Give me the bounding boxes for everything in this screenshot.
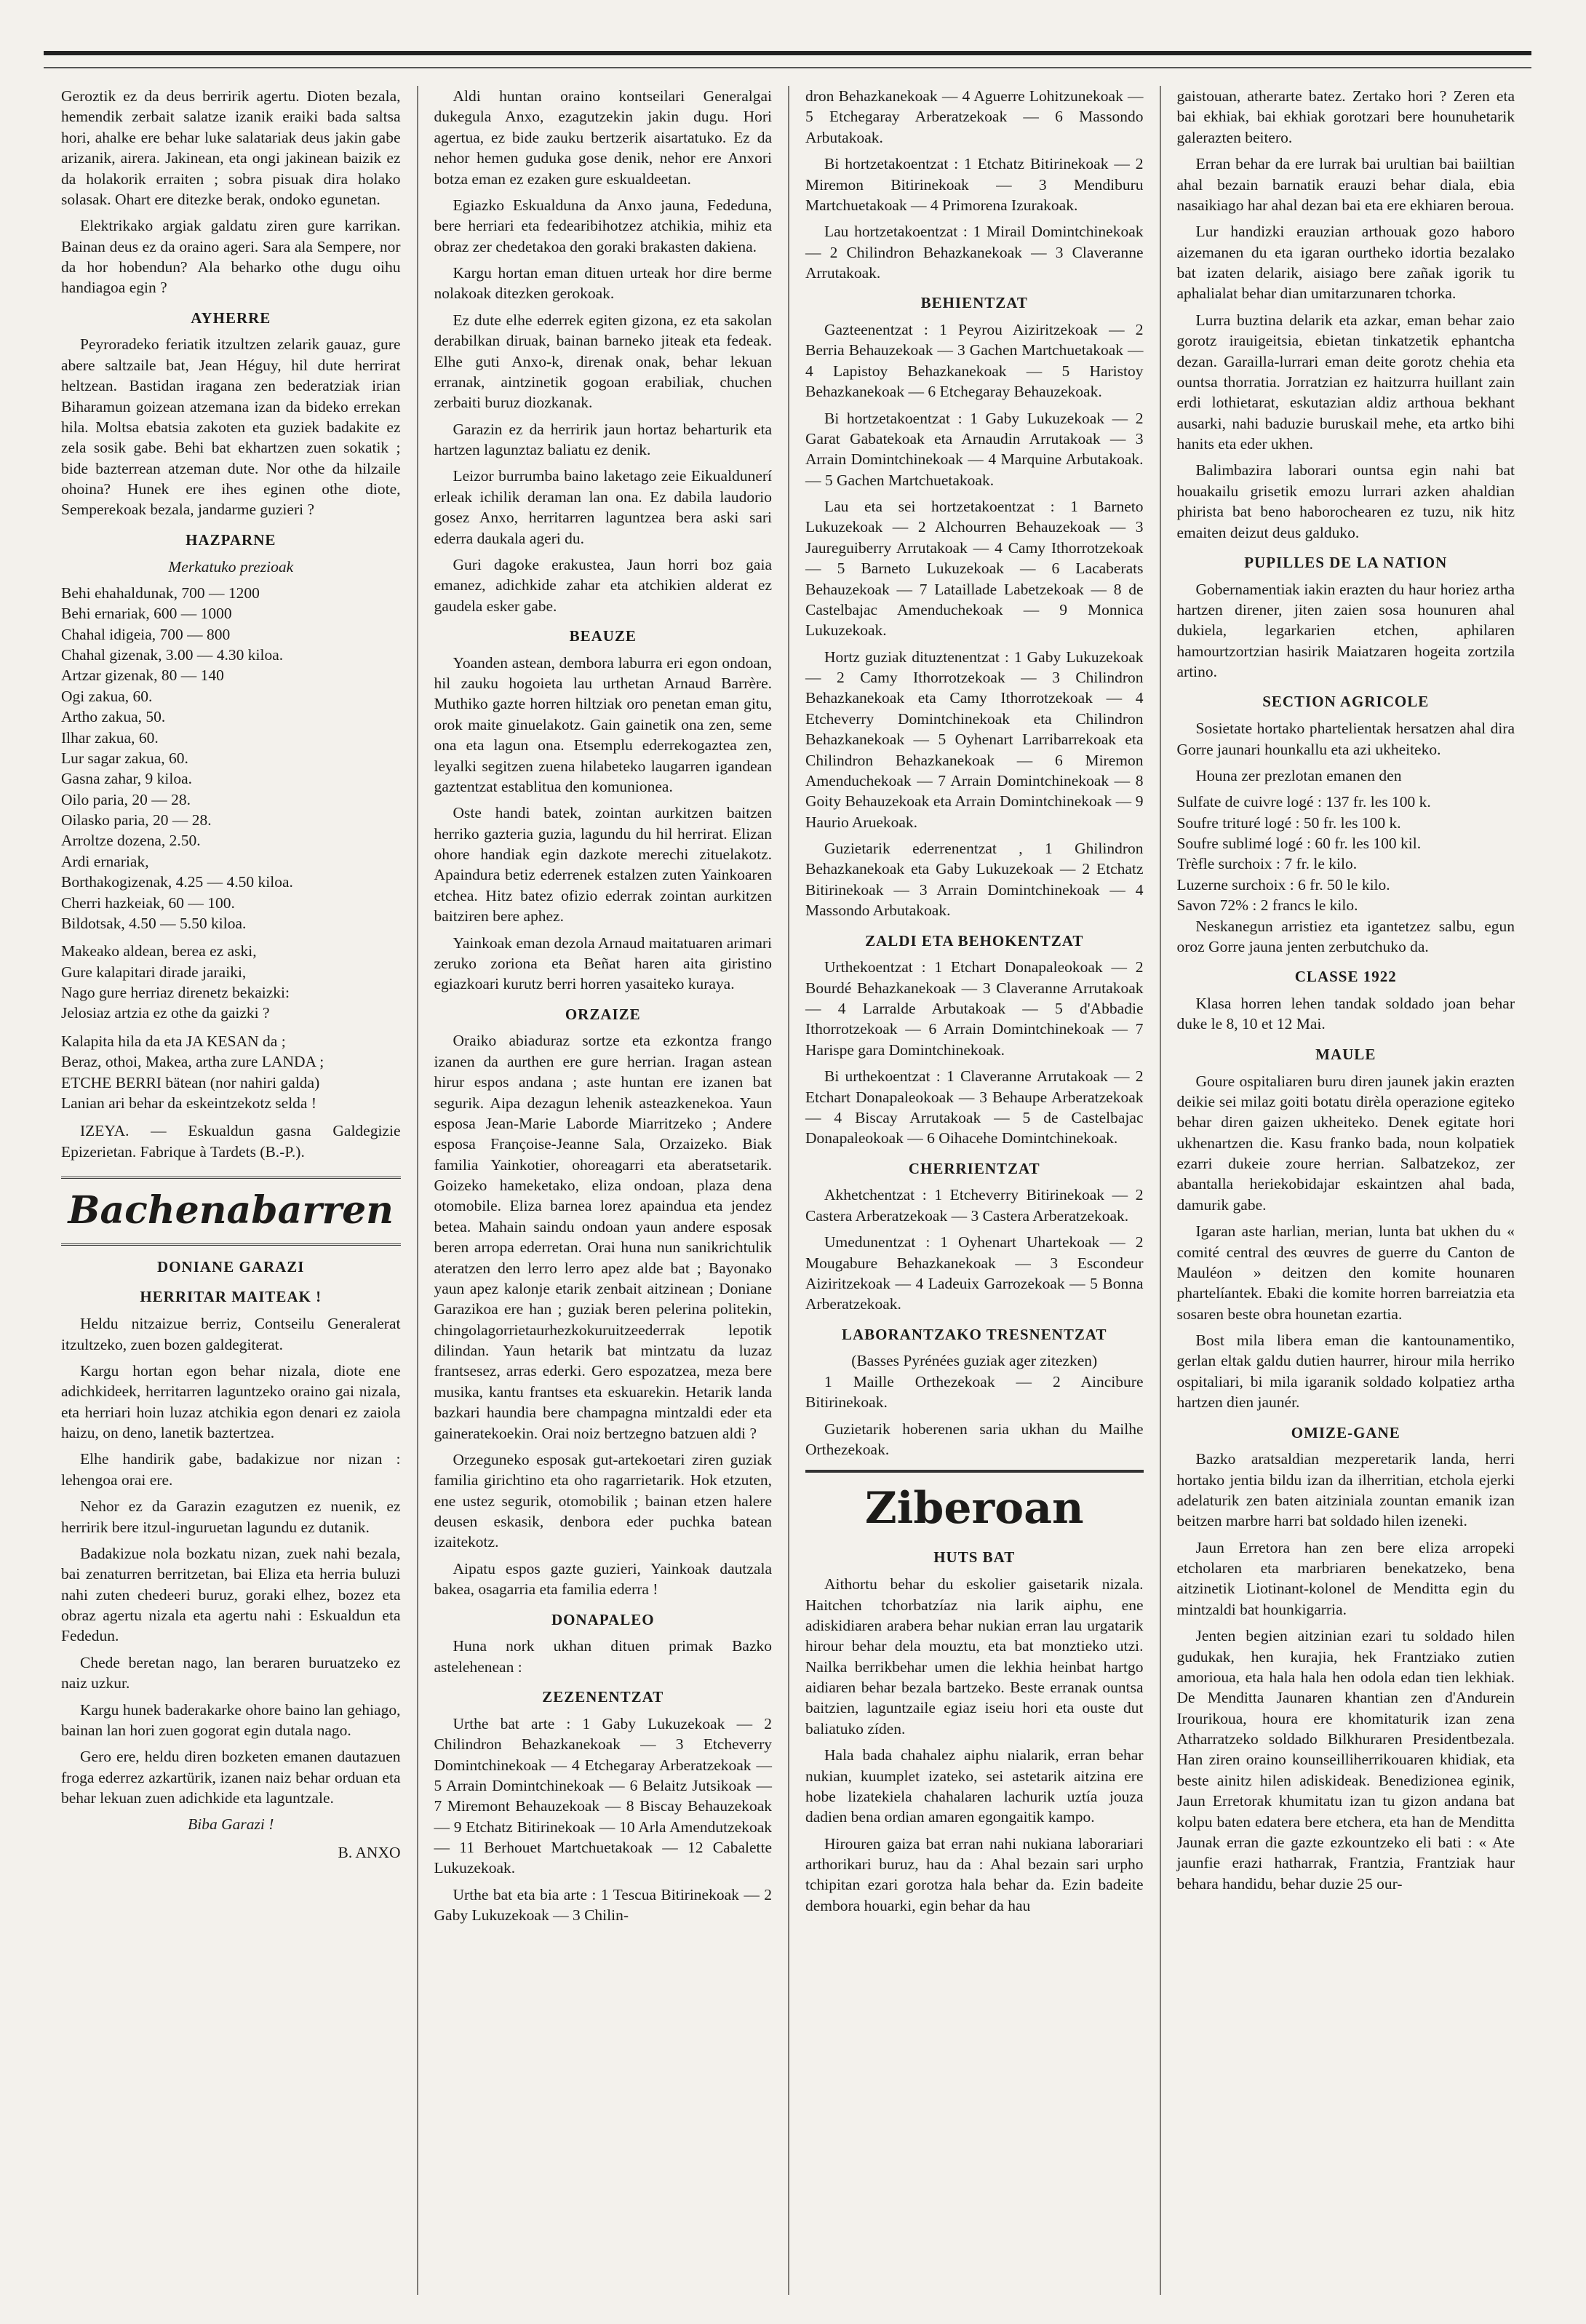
list-item: Lur sagar zakua, 60. [61, 749, 188, 767]
list-item: Chahal gizenak, 3.00 — 4.30 kiloa. [61, 646, 284, 664]
column-4 [1160, 86, 1531, 2295]
paragraph: Houna zer prezlotan emanen den [1195, 766, 1402, 784]
paragraph: Bi urthekoentzat : 1 Claveranne Arrutakoak — 2 Etchart Donapaleokoak — 3 Behaupe Arberatzekoak — 4 Biscay Arrutakoak — 5 de Castelbajac Donapaleokoak — 6 Oihacehe Domintchinekoak. [805, 1067, 1144, 1147]
paragraph: Lur handizki erauzian arthouak gozo haboro aizemanen du eta igaran ourtheko idortia bezalako bat izaten delarik, aisiago bere zañak igorik tu aphalialat behar dian umitarzunaren tchorka. [1176, 223, 1515, 303]
paragraph: Badakizue nola bozkatu nizan, zuek nahi bezala, bai zenaturren berritzetan, bai Eliza eta herria buluzi nahi zuten chedeeri buruz, goraki elhez, bozez eta obraz agertu nizala eta agertu nahi : Eskualdun eta Fededun. [61, 1544, 401, 1645]
paragraph: Igaran aste harlian, merian, lunta bat ukhen du « comité central des œuvres de guerre du Canton de Mauléon » deitzen den komite hounaren phartelíantek. Ebaki die komite horren barreiatzia eta sosaren beste obra hounetan ezartia. [1176, 1222, 1515, 1323]
signature-line: Biba Garazi ! [188, 1815, 274, 1834]
subheading: (Basses Pyrénées guziak ager zitezken) [851, 1352, 1098, 1370]
paragraph: Kargu hortan egon behar nizala, diote ene adichkideek, herritarren laguntzeko oraino gai nizala, eta herriari hoin luzaz atchikia egon denari ez zaiola haizu, on deno, lanetik baztertzea. [61, 1361, 401, 1441]
paragraph: Orzeguneko esposak gut-artekoetari ziren guziak familia girichtino eta oho ragarrietarik. Hok etzuten, ene ustez segurik, otomobilik ; bainan etzen halere deusen eskasik, denbora eder puchka batean izaitekotz. [434, 1450, 772, 1551]
paragraph: Akhetchentzat : 1 Etcheverry Bitirinekoak — 2 Castera Arberatzekoak — 3 Castera Arberatzekoak. [805, 1186, 1144, 1225]
list-item: Artho zakua, 50. [61, 708, 166, 726]
columns [45, 86, 1531, 2295]
paragraph: Urthe bat eta bia arte : 1 Tescua Bitirinekoak — 2 Gaby Lukuzekoak — 3 Chilin- [434, 1885, 772, 1925]
section-heading: ZALDI ETA BEHOKENTZAT [865, 931, 1084, 950]
section-heading: ORZAIZE [565, 1005, 641, 1023]
list-item: Behi ehahaldunak, 700 — 1200 [61, 584, 260, 602]
list-item: Chahal idigeia, 700 — 800 [61, 625, 231, 643]
paragraph: Nehor ez da Garazin ezagutzen ez nuenik, ez herririk bere itzul-inguruetan lagundu ez dutanik. [61, 1497, 401, 1536]
section-heading: AYHERRE [191, 309, 271, 327]
paragraph: Gobernamentiak iakin erazten du haur horiez artha hartzen direner, jiten zaien sosa hounuren ahal dukiela, legarkarien etchen, aphilaren hamourtzortzian hasirik Maiatzaren hogeita zortzila artino. [1176, 580, 1515, 681]
column-2 [417, 86, 789, 2295]
poem-line: ETCHE BERRI bätean (nor nahiri galda) [61, 1073, 320, 1091]
list-item: Soufre sublimé logé : 60 fr. les 100 kil. [1176, 835, 1422, 853]
paragraph: Hala bada chahalez aiphu nialarik, erran behar nukian, kuumplet izateko, sei astetarik aitzina ere hobe lizatekiela chahalaren lachurik uztía jouza dadien bena ordian amaren egongaitik kampo. [805, 1746, 1144, 1826]
paragraph: Hirouren gaiza bat erran nahi nukiana laborariari arthorikari buruz, hau da : Ahal bezain sari urpho tchipitan ezari gorotza hala behar da. Ezin badeite dembora houarki, egin behar da hau [805, 1834, 1144, 1914]
paragraph: Egiazko Eskualduna da Anxo jauna, Fededuna, bere herriari eta fedearibihotzez atchikia, mihiz eta obraz zer chedetakoa den goraki brakasten dakiena. [434, 196, 772, 255]
paragraph: Gero ere, heldu diren bozketen emanen dautazuen froga ederrez azkartürik, izanen naiz behar orduan eta behar lekuan zuen adichkide eta laguntzale. [61, 1748, 401, 1807]
paragraph: Ez dute elhe ederrek egiten gizona, ez eta sakolan derabilkan diruak, bainan barneko jiteak eta fedeak. Elhe guti Anxo-k, direnak onak, behar lekuan erranak, aintzinetik gogoan erabiliak, chuchen zerbaiti buruz diozkanak. [434, 311, 772, 412]
paragraph: Yoanden astean, dembora laburra eri egon ondoan, hil zauku hogoieta lau urthetan Arnaud Barrère. Muthiko gazte horren hiltziak oro penetan eman gitu, orok maite ginuelakotz. Gain gainetik ona zen, seme ona eta lagun ona. Etsemplu ederrekogaztea zen, leyalki segitzen zuena hilabeteko laugarren igandean gaztentzat establitua den komunionea. [434, 653, 772, 795]
paragraph: Guri dagoke erakustea, Jaun horri boz gaia emanez, adichkide zahar eta atchikien alderat ez gaudela esker gabe. [434, 555, 772, 615]
paragraph: Bi hortzetakoentzat : 1 Etchatz Bitirinekoak — 2 Miremon Bitirinekoak — 3 Mendiburu Martchuetakoak — 4 Primorena Izurakoak. [805, 155, 1144, 214]
section-heading: BEAUZE [569, 627, 637, 645]
paragraph: Yainkoak eman dezola Arnaud maitatuaren arimari zeruko zoriona eta Beñat haren aita giristino egiazkoari kurutz berri horren yasaiteko kuraya. [434, 934, 772, 993]
paragraph: Kargu hunek baderakarke ohore baino lan gehiago, bainan lan hori zuen gogorat egin dutala nago. [61, 1700, 401, 1739]
paragraph: Aipatu espos gazte guzieri, Yainkoak dautzala bakea, osagarria eta familia ederra ! [434, 1559, 772, 1599]
paragraph: Elektrikako argiak galdatu ziren gure karrikan. Bainan deus ez da oraino ageri. Sara ala Sempere, nor da hor hobendun? Ala beharko othe dugu oihu handiagoa egin ? [61, 217, 401, 297]
list-item: Artzar gizenak, 80 — 140 [61, 666, 224, 685]
poem-line: Makeako aldean, berea ez aski, [61, 942, 257, 960]
list-item: Oilasko paria, 20 — 28. [61, 811, 212, 829]
list-item: Ardi ernariak, [61, 852, 149, 870]
poem-line: Jelosiaz artzia ez othe da gaizki ? [61, 1004, 270, 1022]
paragraph: Lau hortzetakoentzat : 1 Mirail Domintchinekoak — 2 Chilindron Behazkanekoak — 3 Claveranne Arrutakoak. [805, 223, 1144, 282]
list-item: Cherri hazkeiak, 60 — 100. [61, 894, 235, 912]
section-title: Bachenabarren [61, 1177, 401, 1246]
paragraph: Garazin ez da herririk jaun hortaz beharturik eta hartzen lagunztaz baliatu ez denik. [434, 420, 772, 458]
section-heading: MAULE [1315, 1045, 1376, 1063]
section-heading: DONIANE GARAZI [157, 1257, 305, 1276]
poem-stanza [61, 941, 401, 1024]
paragraph: Huna nork ukhan dituen primak Bazko astelehenean : [434, 1637, 772, 1676]
paragraph: Guzietarik ederrenentzat , 1 Ghilindron Behazkanekoak eta Gaby Lukuzekoak — 2 Etchatz Bitirinekoak — 3 Arrain Domintchinekoak — 4 Massondo Arbutakoak. [805, 840, 1144, 920]
section-heading: DONAPALEO [551, 1610, 655, 1628]
paragraph: Urthekoentzat : 1 Etchart Donapaleokoak — 2 Bourdé Behazkanekoak — 3 Claveranne Arrutakoak — 4 Larralde Arbutakoak — 5 d'Abbadie Ithorrotzekoak — 6 Arrain Domintchinekoak — 7 Harispe gara Domintchinekoak. [805, 958, 1144, 1059]
paragraph: Hortz guziak dituztenentzat : 1 Gaby Lukuzekoak — 2 Camy Ithorrotzekoak — 3 Chilindron Behazkanekoak eta Camy Ithorrotzekoak — 4 Etcheverry Domintchinekoak eta Chilindron Behazkanekoak — 5 Oyhenart Larribarrekoak eta Chilindron Behazkanekoak — 6 Miremon Amenduchekoak — 7 Arrain Domintchinekoak — 8 Goity Behauzekoak eta Arrain Domintchinekoak — 9 Haurio Aruekoak. [805, 648, 1144, 831]
paragraph: Gazteenentzat : 1 Peyrou Aiziritzekoak — 2 Berria Behauzekoak — 3 Gachen Martchuetakoak — 4 Lapistoy Behazkanekoak — 5 Haristoy Behazkanekoak — 6 Etchegaray Behauzekoak. [805, 321, 1144, 401]
section-heading: OMIZE-GANE [1291, 1423, 1400, 1441]
section-heading: ZEZENENTZAT [542, 1688, 664, 1706]
price-list [61, 583, 401, 934]
paragraph: Sosietate hortako phartelientak hersatzen ahal dira Gorre jaunari hounkallu eta azi ukheiteko. [1176, 720, 1515, 758]
list-item: Sulfate de cuivre logé : 137 fr. les 100 k. [1176, 793, 1431, 811]
list-item: Gasna zahar, 9 kiloa. [61, 770, 193, 788]
top-rule [44, 51, 1531, 68]
paragraph: Bi hortzetakoentzat : 1 Gaby Lukuzekoak — 2 Garat Gabatekoak eta Arnaudin Arrutakoak — 3 Arrain Domintchinekoak — 4 Marquine Arbutakoak. — 5 Gachen Martchuetakoak. [805, 409, 1144, 489]
column-3 [788, 86, 1160, 2295]
list-item: Bildotsak, 4.50 — 5.50 kiloa. [61, 914, 247, 932]
list-item: Arroltze dozena, 2.50. [61, 832, 201, 850]
paragraph: Erran behar da ere lurrak bai urultian bai baiiltian ahal bezain barnatik erauzi behar diala, ebia nasaikiago har ahal dezan bai eta ere ekhiaren beroua. [1176, 155, 1515, 214]
list-item: Oilo paria, 20 — 28. [61, 790, 191, 808]
section-heading: PUPILLES DE LA NATION [1244, 553, 1448, 571]
section-heading: CLASSE 1922 [1294, 968, 1397, 986]
section-heading: LABORANTZAKO TRESNENTZAT [841, 1325, 1107, 1343]
paragraph: Bazko aratsaldian mezperetarik landa, herri hortako jentia bildu izan da ilherritian, etchola ejerki adelaturik zen baten aitziniala zountan emanik izan beitzen marbre harri bat soldado hilen izeneki. [1176, 1450, 1515, 1530]
list-item: Soufre trituré logé : 50 fr. les 100 k. [1176, 813, 1401, 832]
section-title: Ziberoan [805, 1470, 1144, 1537]
paragraph: Lau eta sei hortzetakoentzat : 1 Barneto Lukuzekoak — 2 Alchourren Behauzekoak — 3 Jaureguiberry Arrutakoak — 4 Camy Ithorrotzekoak — 5 Barneto Lukuzekoak — 6 Lacaberats Behauzekoak — 7 Lataillade Labetzekoak — 8 de Castelbajac Amenduchekoak — 9 Monnica Lukuzekoak. [805, 498, 1144, 640]
paragraph: Oraiko abiaduraz sortze eta ezkontza frango izanen da aurthen ere gure herrian. Iragan astean hirur espos andana ; aste huntan ere izanen bat segurik. Aipa dezagun lehenik asteazkenekoa. Yaun esposa Jean-Marie Laborde Miarritzeko ; Andere esposa Françoise-Jeanne Sala, Orzaizeko. Biak familia Yainkotier, ohoreagarri eta aberatsetarik. Goizeko hameketako, eliza ondoan, plaza dena otomobile. Eliza barnea lorez apaindua eta jendez betea. Mahain saindu ondoan yaun andere esposak beren arropa ederretan. Orai huna nun sanikrichtulik ateratzen den lerro lerro apez alde bat ; Bayonako yaun apez kalonje etarik zenbait aitzinean ; Doniane Garazikoa ere han ; guziak beren pelerina politekin, chingolagorrietaurhezkokuruitzeederrak lepotik dilindan. Yaun hetarik bat mintzatu da luzaz frantsesez, arras ederki. Gero espozatzea, meza bere musika, kantu frantses eta eskuarekin. Hetarik landa bazkari haundia bere champagna mintzaldi eder eta gaineratekoekin. Orai noiz bertzegno batzuen aldi ? [434, 1032, 772, 1442]
paragraph: Jenten begien aitzinian ezari tu soldado hilen gudukak, hen kurajia, hek Frantziako zutien amorioua, eta hala hala hen odola edan tien lekhiak. De Menditta Jaunaren khantian zen d'Andurein Irourikoua, houra ere khomitaturik izan zena Atharratzeko soldado Bilkhuraren Presidentbezala. Han ziren oraino kounseilliherrikouaren khidiak, eta beste ainitz hilen adiskideak. Benedizionea eginik, Jaun Erretorak khumitatu izan tu gizon andana bat kolpu baten edatera bere etchera, eta han de Menditta Jaunak erran die gazte ezkountzeko eli bati : « Ate jaunfie erazi hatharrak, Frantzia, Frantziak haur behara handidu, behar duzie 25 our- [1176, 1627, 1515, 1893]
paragraph: Leizor burrumba baino laketago zeie Eikualdunerí erleak ichilik deraman lan ona. Ez dabila laudorio gosez Anxo, herritarren laguntzea bera aski sari ederra daukala ageri du. [434, 467, 772, 547]
paragraph: Guzietarik hoberenen saria ukhan du Mailhe Orthezekoak. [805, 1420, 1144, 1458]
paragraph: Oste handi batek, zointan aurkitzen baitzen herriko gazteria guzia, lagundu du hil herrirat. Elizan ohore handiak egin dazkote merechi zituelakotz. Apaindura betiz ederrenek estalzen zuten Yainkoaren etchea. Hitz batez ofizio ederrak zointan aurkitzen baitziren bere aphez. [434, 804, 772, 926]
paragraph: gaistouan, atherarte batez. Zertako hori ? Zeren eta bai ekhiak, bai ekhiak gorotzari bere hounuhetarik galerazten beitero. [1176, 87, 1515, 146]
poem-line: Nago gure herriaz direnetz bekaizki: [61, 984, 290, 1002]
list-item: Behi ernariak, 600 — 1000 [61, 605, 232, 623]
list-item: Ilhar zakua, 60. [61, 728, 159, 747]
price-list [1177, 792, 1515, 915]
paragraph: Balimbazira laborari ountsa egin nahi bat houakailu grisetik emozu lurrari azken ahaldian phirista bat beno haborochearen ez tuzu, nik hitz emaiten deizut deus galduko. [1176, 461, 1515, 541]
paragraph: Chede beretan nago, lan beraren buruatzeko ez naiz uzkur. [61, 1653, 401, 1692]
paragraph: 1 Maille Orthezekoak — 2 Aincibure Bitirinekoak. [805, 1372, 1144, 1412]
paragraph: Klasa horren lehen tandak soldado joan behar duke le 8, 10 et 12 Mai. [1176, 995, 1515, 1033]
column-1 [45, 86, 417, 2295]
paragraph: Lurra buztina delarik eta azkar, eman behar zaio gorotz irauigeitsia, ebietan tinkatzetik ephantcha dezan. Garailla-lurrari eman deite gorotz chehia eta ountsa thorratia. Jorratzian ez haitzurra huillant zain erdi lothietarat, eskutazian aldiz arthoua bekhant ausarki, nahi baduzie buruskail mehe, eta artko bihi hanits eta eder ukhen. [1176, 311, 1515, 453]
paragraph: Aldi huntan oraino kontseilari Generalgai dukegula Anxo, ezagutzekin jakin dugu. Hori agertua, ez bide zauku bertzerik aisartatuko. Ez da nehor hemen guduka gose denik, nehor ere Anxori botza eman ez ezaken gure eskualdeetan. [434, 87, 772, 188]
subheading: Merkatuko prezioak [168, 557, 294, 576]
list-item: Trèfle surchoix : 7 fr. le kilo. [1176, 855, 1358, 873]
paragraph: Aithortu behar du eskolier gaisetarik nizala. Haitchen tchorbatzíaz nia larik aiphu, ene adiskidiaren arabera behar nukian erran lau urgatarik hirour behar dela mouztu, eta bat monztieko utzi. Nailka berrikbehar umen die lekhia heinbat hartgo aidiaren behar bezala bartzeko. Beste erranak ountsa baitzien, laguntzaile egiaz iseiu hori eta ouste dut baliatuko zíden. [805, 1575, 1144, 1738]
paragraph: Kargu hortan eman dituen urteak hor dire berme nolakoak ditezken gerokoak. [434, 264, 772, 303]
poem-line: Lanian ari behar da eskeintzekotz selda ! [61, 1094, 316, 1112]
section-heading: HERRITAR MAITEAK ! [140, 1288, 322, 1306]
paragraph: Peyroradeko feriatik itzultzen zelarik gauaz, gure abere saltzaile bat, Jean Héguy, hil dute herrirat heltzean. Bastidan iragana zen bederatziak irian Biharamun goizean atzemana izan da bideko errekan hila. Moltsa ebatsia zakoten eta guziek badakite ez zela sosik gabe. Behi bat ekhartzen zuen sokatik ; bide bazterrean atzeman dute. Nor othe da hilzaile ohoina? Hunek ere ihes eginen othe diote, Semperekoak bezala, jandarme guzieri ? [61, 335, 401, 519]
signature: B. ANXO [338, 1843, 401, 1861]
section-heading: BEHIENTZAT [920, 294, 1028, 312]
list-item: Borthakogizenak, 4.25 — 4.50 kiloa. [61, 873, 293, 891]
advertisement: IZEYA. — Eskualdun gasna Galdegizie Epizerietan. Fabrique à Tardets (B.-P.). [61, 1122, 401, 1161]
section-heading: CHERRIENTZAT [908, 1159, 1040, 1177]
paragraph: Jaun Erretora han zen bere eliza arropeki etcholaren eta marbriaren benekatzeko, bena aitzinetik Liotinant-kolonel de Menditta egin du mintzaldi bat hounkigarria. [1176, 1538, 1515, 1618]
section-heading: HUTS BAT [933, 1548, 1016, 1567]
poem-stanza [61, 1031, 401, 1114]
paragraph: Geroztik ez da deus berririk agertu. Dioten bezala, hemendik zerbait salatze izanik eraiki bada saltsa hori, ahalke ere behar luke salatariak deus jakin gabe arizanik, airera. Jakinean, eta ongi jakinean baizik ez da holakorik erraiten ; sobra pisuak dira holako solasak. Ohart ere ditezke berak, ondoko egunetan. [61, 87, 401, 208]
section-heading: HAZPARNE [186, 530, 276, 549]
list-item: Luzerne surchoix : 6 fr. 50 le kilo. [1176, 875, 1390, 894]
paragraph: Urthe bat arte : 1 Gaby Lukuzekoak — 2 Chilindron Behazkanekoak — 3 Etcheverry Domintchinekoak — 4 Etchegaray Arberatzekoak — 5 Arrain Domintchinekoak — 6 Belaitz Jutsikoak — 7 Miremont Behauzekoak — 8 Biscay Behauzekoak — 9 Etchatz Bitirinekoak — 10 Arla Amendutzekoak — 11 Berhouet Martchuetakoak — 12 Cabalette Lukuzekoak. [434, 1714, 772, 1877]
paragraph: Bost mila libera eman die kantounamentiko, gerlan eltak galdu dutien haurrer, hirour mila herriko ospitaliari, bi mila igaranik soldado kolpatiez artha hartzen dien jaunér. [1176, 1332, 1515, 1412]
list-item: Savon 72% : 2 francs le kilo. [1176, 896, 1358, 915]
paragraph: Neskanegun arristiez eta igantetzez salbu, egun oroz Gorre jauna jenten zerbutchuko da. [1176, 917, 1515, 955]
poem-line: Beraz, othoi, Makea, artha zure LANDA ; [61, 1053, 324, 1071]
paragraph: dron Behazkanekoak — 4 Aguerre Lohitzunekoak — 5 Etchegaray Arberatzekoak — 6 Massondo Arbutakoak. [805, 87, 1144, 146]
paragraph: Umedunentzat : 1 Oyhenart Uhartekoak — 2 Mougabure Behazkanekoak — 3 Escondeur Aiziritzekoak — 4 Ladeuix Garrozekoak — 5 Bonna Arberatzekoak. [805, 1233, 1144, 1313]
poem-line: Gure kalapitari dirade jaraiki, [61, 963, 247, 981]
paragraph: Heldu nitzaizue berriz, Contseilu Generalerat itzultzeko, zuen bozen galdegiterat. [61, 1315, 401, 1353]
paragraph: Elhe handirik gabe, badakizue nor nizan : lehengoa orai ere. [61, 1450, 401, 1489]
section-heading: SECTION AGRICOLE [1262, 693, 1430, 711]
list-item: Ogi zakua, 60. [61, 687, 153, 705]
paragraph: Goure ospitaliaren buru diren jaunek jakin erazten deikie sei milaz goiti botatu dirèla operazione egiteko behar diren gaizen ukheiteko. Denek egitate hori ukhenartzen die. Kasu franko bada, noun kolpatiek ezarri dukeie zoure herrian. Salbatzekoz, zer abantalla heriekobidajar eskaintzen ahal bada, damurik gabe. [1176, 1072, 1515, 1214]
poem-line: Kalapita hila da eta JA KESAN da ; [61, 1032, 286, 1050]
